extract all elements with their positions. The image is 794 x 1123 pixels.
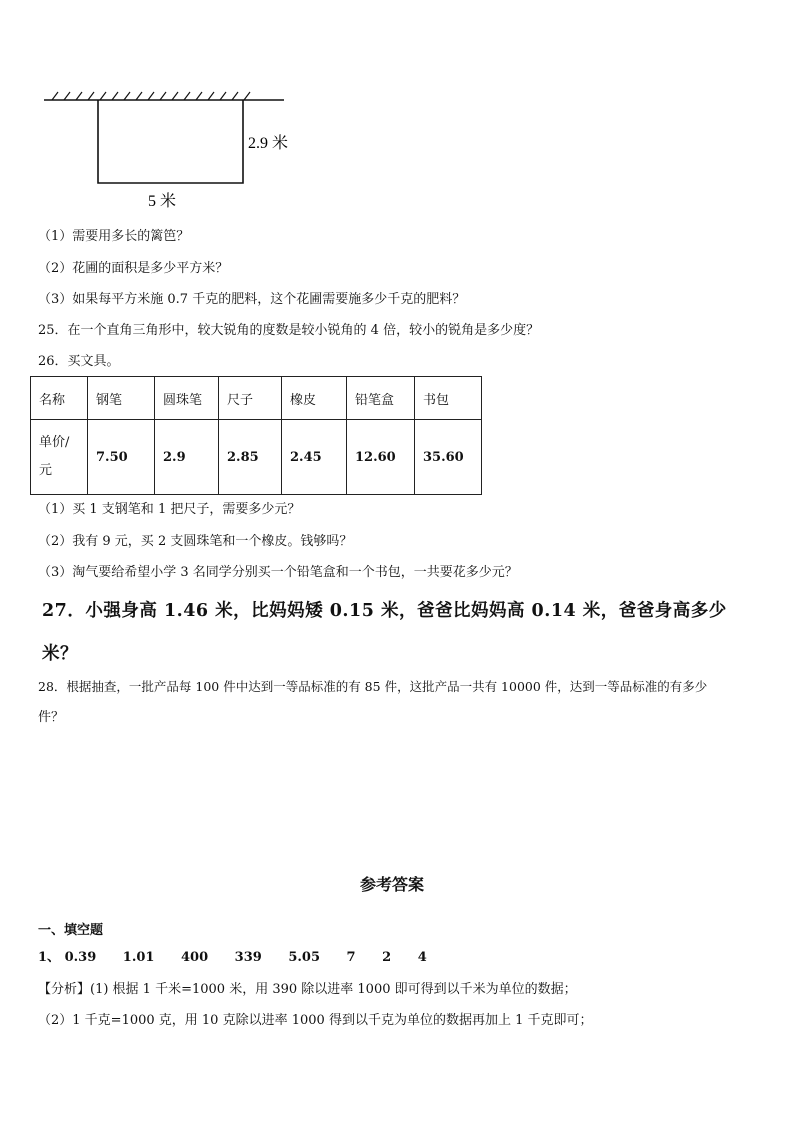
table-row bbox=[31, 420, 482, 495]
table-cell: 名称 bbox=[31, 377, 88, 420]
q24-sub-2: （2）花圃的面积是多少平方米？ bbox=[38, 261, 229, 276]
wall-hatching bbox=[52, 92, 250, 100]
table-cell: 尺子 bbox=[219, 377, 282, 420]
answer-value: 7 bbox=[346, 950, 356, 965]
table-cell: 2.45 bbox=[282, 420, 347, 495]
q27-line-2: 米？ bbox=[42, 644, 78, 664]
table-header-row bbox=[31, 377, 482, 420]
answers-title: 参考答案 bbox=[360, 875, 425, 894]
q26-text: 26．买文具。 bbox=[38, 354, 120, 369]
q27-line-1: 27．小强身高 1.46 米，比妈妈矮 0.15 米，爸爸比妈妈高 0.14 米，爸爸身高多少 bbox=[42, 601, 727, 621]
table-cell: 铅笔盒 bbox=[347, 377, 415, 420]
table-cell: 钢笔 bbox=[88, 377, 155, 420]
table-row-label bbox=[31, 420, 88, 495]
row-label-line-1: 单价/ bbox=[39, 435, 70, 450]
table-cell: 圆珠笔 bbox=[155, 377, 219, 420]
table-cell: 书包 bbox=[415, 377, 482, 420]
q26-sub-2: （2）我有 9 元，买 2 支圆珠笔和一个橡皮。钱够吗？ bbox=[38, 534, 353, 549]
row-label-line-2: 元 bbox=[39, 463, 53, 478]
garden-fence bbox=[98, 100, 243, 183]
height-label: 2.9 米 bbox=[248, 135, 289, 152]
answer-value: 1.01 bbox=[122, 950, 155, 965]
answer-value: 339 bbox=[234, 950, 262, 965]
q25-text: 25．在一个直角三角形中，较大锐角的度数是较小锐角的 4 倍，较小的锐角是多少度？ bbox=[38, 323, 540, 338]
answer-value: 4 bbox=[417, 950, 427, 965]
table-cell: 7.50 bbox=[88, 420, 155, 495]
answer-1-label: 1、 bbox=[38, 950, 61, 965]
answer-1-row bbox=[38, 949, 427, 967]
q24-sub-3: （3）如果每平方米施 0.7 千克的肥料，这个花圃需要施多少千克的肥料？ bbox=[38, 292, 466, 307]
table-cell: 2.9 bbox=[155, 420, 219, 495]
table-cell: 12.60 bbox=[347, 420, 415, 495]
answers-section-heading: 一、填空题 bbox=[38, 923, 104, 938]
answer-value: 2 bbox=[382, 950, 392, 965]
q28-line-2: 件？ bbox=[38, 710, 65, 725]
table-cell: 35.60 bbox=[415, 420, 482, 495]
price-table bbox=[30, 376, 482, 495]
q28-line-1: 28．根据抽查，一批产品每 100 件中达到一等品标准的有 85 件，这批产品一共有 10000 件，达到一等品标准的有多少 bbox=[38, 679, 708, 694]
q24-sub-1: （1）需要用多长的篱笆？ bbox=[38, 229, 190, 244]
analysis-line-1: 【分析】(1) 根据 1 千米=1000 米，用 390 除以进率 1000 即可得到以千米为单位的数据； bbox=[38, 982, 577, 997]
width-label: 5 米 bbox=[148, 193, 177, 210]
table-cell: 2.85 bbox=[219, 420, 282, 495]
table-cell: 橡皮 bbox=[282, 377, 347, 420]
q26-sub-3: （3）淘气要给希望小学 3 名同学分别买一个铅笔盒和一个书包，一共要花多少元？ bbox=[38, 565, 518, 580]
answer-value: 400 bbox=[180, 950, 209, 965]
q26-sub-1: （1）买 1 支钢笔和 1 把尺子，需要多少元？ bbox=[38, 502, 301, 517]
analysis-line-2: （2）1 千克=1000 克，用 10 克除以进率 1000 得到以千克为单位的数据再加上 1 千克即可； bbox=[38, 1013, 593, 1028]
garden-figure bbox=[38, 88, 308, 213]
answer-value: 0.39 bbox=[64, 950, 97, 965]
answer-value: 5.05 bbox=[288, 950, 320, 965]
